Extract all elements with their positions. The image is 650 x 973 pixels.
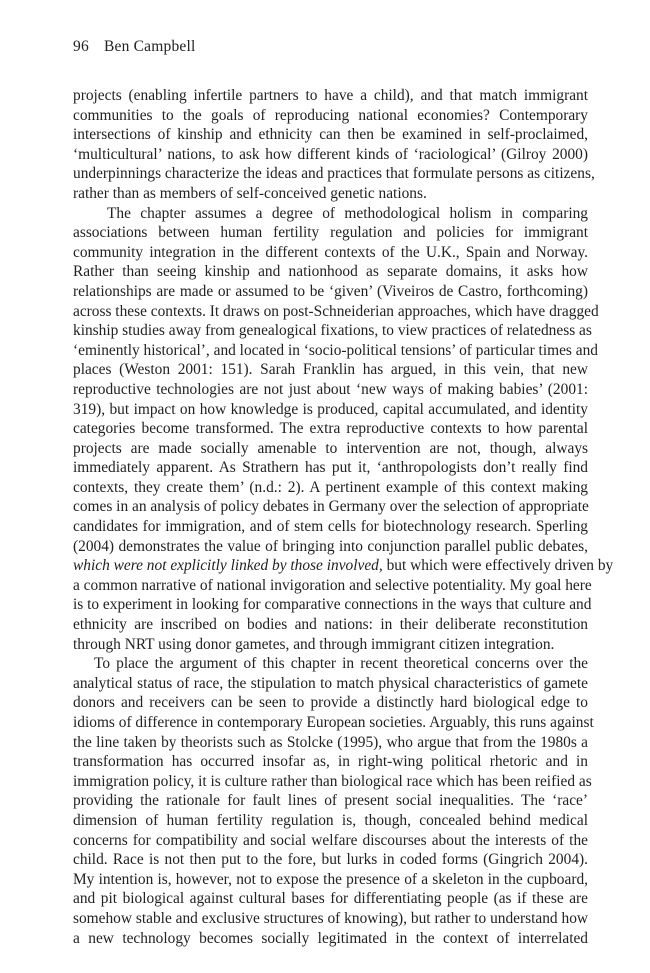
text-line [73, 419, 588, 439]
text-line [73, 302, 599, 322]
line-text: immediately apparent. As Strathern has put it, ‘anthropologists don’t really find [73, 459, 588, 477]
text-line [73, 360, 588, 380]
line-text: dimension of human fertility regulation is, though, concealed behind medical [73, 811, 588, 829]
text-line [73, 870, 588, 890]
text-line [73, 458, 588, 478]
text-line [73, 321, 592, 341]
text-line [73, 674, 588, 694]
text-line [73, 831, 588, 851]
line-text: projects (enabling infertile partners to have a child), and that match immigrant [73, 87, 588, 104]
text-line [73, 164, 595, 184]
line-text: idioms of difference in contemporary European societies. Arguably, this runs against [73, 714, 594, 731]
line-text: child. Race is not then put to the fore, but lurks in coded forms (Gingrich 2004). [73, 851, 588, 869]
text-line [73, 145, 588, 165]
running-header [73, 38, 196, 56]
line-text: The chapter assumes a degree of methodological holism in comparing [107, 204, 588, 222]
text-line [73, 615, 588, 635]
line-text: analytical status of race, the stipulation to match physical characteristics of gamete [73, 674, 588, 692]
line-text: kinship studies away from genealogical fixations, to view practices of relatedness as [73, 322, 592, 340]
text-line [73, 537, 588, 557]
line-text: transformation has occurred insofar as, in right-wing political rhetoric and in [73, 753, 588, 771]
text-line [73, 909, 588, 929]
text-line [73, 889, 588, 909]
text-line [73, 576, 592, 596]
line-text: comes in an analysis of policy debates in Germany over the selection of appropriate [73, 498, 589, 516]
body-text [73, 86, 614, 948]
text-line [73, 713, 594, 733]
text-line [73, 243, 588, 263]
text-line [73, 262, 588, 282]
text-line [73, 772, 592, 792]
line-text: is to experiment in looking for comparative connections in the ways that culture and [73, 596, 592, 614]
line-text: ‘multicultural’ nations, to ask how different kinds of ‘raciological’ (Gilroy 2000) [73, 145, 588, 163]
text-line [73, 497, 588, 517]
text-line [73, 752, 588, 772]
text-line [73, 282, 588, 302]
line-text: places (Weston 2001: 151). Sarah Franklin has argued, in this vein, that new [73, 361, 588, 379]
text-line [73, 791, 588, 811]
text-line [73, 478, 588, 498]
italic-text: which were not explicitly linked by those involved, [73, 557, 383, 575]
line-text: ethnicity are inscribed on bodies and nations: in their deliberate reconstitution [73, 616, 588, 634]
text-line [73, 86, 588, 106]
line-text: ‘eminently historical’, and located in ‘socio-political tensions’ of particular times and [73, 341, 598, 359]
line-text: intersections of kinship and ethnicity can then be examined in self-proclaimed, [73, 126, 588, 144]
line-text: associations between human fertility regulation and policies for immigrant [73, 224, 588, 242]
line-text: the line taken by theorists such as Stolcke (1995), who argue that from the 1980s a [73, 733, 588, 751]
text-line [73, 811, 588, 831]
text-line [73, 517, 588, 537]
text-line [73, 693, 588, 713]
line-text: candidates for immigration, and of stem cells for biotechnology research. Sperling [73, 518, 588, 536]
line-text: rather than as members of self-conceived genetic nations. [73, 184, 427, 202]
text-line [73, 380, 588, 400]
text-line [73, 439, 588, 459]
text-line [73, 595, 592, 615]
text-line [73, 341, 598, 361]
line-text: but which were effectively driven by [382, 557, 614, 575]
text-line [73, 733, 588, 753]
text-line [73, 400, 588, 420]
line-text: underpinnings characterize the ideas and practices that formulate persons as citizens, [73, 165, 595, 183]
line-text: contexts, they create them’ (n.d.: 2). A pertinent example of this context making [73, 478, 588, 496]
line-text: providing the rationale for fault lines of present social inequalities. The ‘race’ [73, 792, 588, 810]
author-name: Ben Campbell [103, 38, 196, 55]
text-line [73, 223, 588, 243]
line-text: somehow stable and exclusive structures of knowing), but rather to understand how [73, 909, 588, 927]
line-text: immigration policy, it is culture rather than biological race which has been reified as [73, 772, 592, 790]
text-line [73, 106, 588, 126]
text-line [73, 556, 614, 576]
line-text: projects are made socially amenable to intervention are not, though, always [73, 439, 588, 457]
line-text: (2004) demonstrates the value of bringing into conjunction parallel public debates, [73, 537, 588, 555]
line-text: a common narrative of national invigoration and selective potentiality. My goal here [73, 576, 592, 594]
text-line [73, 654, 588, 674]
line-text: communities to the goals of reproducing national economies? Contemporary [73, 106, 588, 124]
line-text: community integration in the different contexts of the U.K., Spain and Norway. [73, 243, 588, 261]
line-text: through NRT using donor gametes, and through immigrant citizen integration. [73, 635, 555, 653]
line-text: concerns for compatibility and social welfare discourses about the interests of the [73, 831, 588, 849]
line-text: a new technology becomes socially legitimated in the context of interrelated [73, 929, 588, 947]
line-text: To place the argument of this chapter in recent theoretical concerns over the [94, 655, 588, 673]
line-text: reproductive technologies are not just about ‘new ways of making babies’ (2001: [73, 380, 588, 398]
page-number: 96 [73, 38, 89, 55]
text-line [73, 204, 588, 224]
text-line [73, 850, 588, 870]
text-line [73, 184, 588, 204]
line-text: My intention is, however, not to expose the presence of a skeleton in the cupboard, [73, 870, 588, 888]
text-line [73, 929, 588, 949]
text-line [73, 635, 588, 655]
line-text: across these contexts. It draws on post-Schneiderian approaches, which have dragged [73, 302, 599, 320]
line-text: categories become transformed. The extra reproductive contexts to how parental [73, 420, 588, 438]
line-text: and pit biological against cultural bases for differentiating people (as if these are [73, 890, 588, 908]
line-text: donors and receivers can be seen to provide a distinctly hard biological edge to [73, 694, 588, 712]
line-text: relationships are made or assumed to be ‘given’ (Viveiros de Castro, forthcoming) [73, 282, 588, 300]
text-line [73, 125, 588, 145]
line-text: Rather than seeing kinship and nationhood as separate domains, it asks how [73, 263, 588, 281]
line-text: 319), but impact on how knowledge is produced, capital accumulated, and identity [73, 400, 588, 418]
